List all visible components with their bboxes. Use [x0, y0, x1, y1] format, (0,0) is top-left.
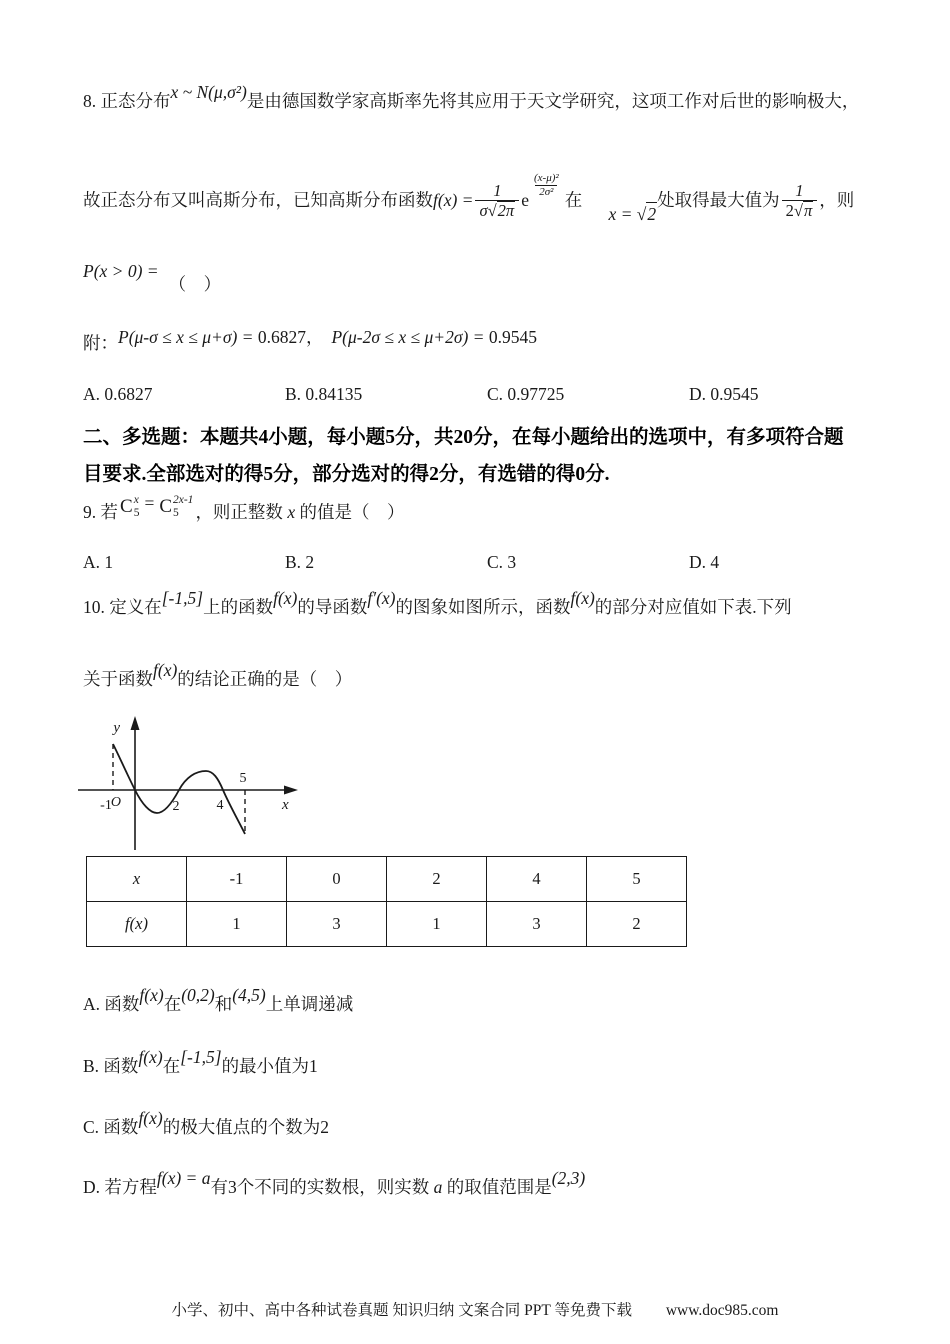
q8-option-c: C. 0.97725: [487, 384, 565, 404]
optA-p3: 和: [214, 994, 233, 1015]
table-header-x: x: [87, 857, 187, 902]
q9-option-a: A. 1: [83, 552, 114, 572]
q10-p5: 的部分对应值如下表.下列: [594, 597, 792, 618]
zai-text: 在: [564, 190, 583, 211]
section2-heading: [83, 419, 903, 493]
optA-p4: 上单调递减: [265, 994, 354, 1015]
optD-p2: 有3个不同的实数根，则实数: [210, 1177, 434, 1198]
q10-l2-p1: 关于函数: [83, 669, 153, 690]
footer-text: 小学、初中、高中各种试卷真题 知识归纳 文案合同 PPT 等免费下载: [171, 1302, 632, 1319]
q9-prefix: 9. 若: [83, 502, 118, 523]
q10-line2: [83, 658, 352, 702]
optB-p1: B. 函数: [83, 1056, 139, 1077]
q10-p4: 的图象如图所示，函数: [395, 597, 571, 618]
optA-fx: f(x): [139, 985, 164, 1006]
q10-value-table: [86, 856, 687, 947]
optD-p1: D. 若方程: [83, 1177, 157, 1198]
tick-minus1: -1: [100, 798, 112, 813]
q10-option-b: [83, 1045, 318, 1089]
table-row-x: [87, 857, 687, 902]
q9-variable-x: x: [287, 502, 296, 523]
optC-p2: 的极大值点的个数为2: [162, 1117, 329, 1138]
optD-interval: (2,3): [551, 1168, 586, 1189]
q10-p2: 上的函数: [203, 597, 274, 618]
optA-p2: 在: [163, 994, 182, 1015]
q8-normal-distribution-formula: x ~ N(μ,σ²): [170, 82, 247, 102]
table-cell: 1: [387, 902, 487, 947]
table-cell: 0: [287, 857, 387, 902]
q9-option-c: C. 3: [487, 552, 517, 572]
max-value-fraction: 1 2 √ π: [782, 182, 818, 221]
q10-line1: [83, 586, 792, 630]
fx-equals: f(x) =: [433, 190, 474, 211]
combination-1: C x 5: [120, 493, 140, 519]
optD-fx-eq-a: f(x) = a: [156, 1168, 211, 1189]
sqrt-pi: √ π: [794, 201, 813, 220]
table-cell: 5: [587, 857, 687, 902]
q8-line1-text: 是由德国数学家高斯率先将其应用于天文学研究，这项工作对后世的影响极大，: [246, 91, 860, 111]
exponent-fraction: $\frac{\text{(x-μ)²}}{\text{2σ²}}$: [533, 172, 559, 198]
e-base: e: [521, 190, 529, 211]
table-row-fx: [87, 902, 687, 947]
equals-sign: =: [144, 493, 155, 514]
sqrt-2pi: √ 2π: [488, 201, 516, 220]
q8-option-b: B. 0.84135: [285, 384, 363, 404]
x-equals-sqrt2: x = √ 2: [582, 178, 657, 250]
optA-interval2: (4,5): [232, 985, 266, 1006]
q8-line2: [83, 160, 854, 242]
q10-domain-interval: [-1,5]: [161, 588, 204, 609]
q9-suffix-2: 的值是（ ）: [295, 502, 405, 523]
tick-5: 5: [239, 771, 247, 786]
optC-p1: C. 函数: [83, 1117, 139, 1138]
y-axis-arrow-icon: [131, 716, 140, 730]
sigma2-formula: P(μ-2σ ≤ x ≤ μ+2σ) =: [331, 327, 489, 348]
optB-interval: [-1,5]: [180, 1047, 222, 1068]
q8-question-expression: [83, 260, 222, 294]
optD-p3: 的取值范围是: [442, 1177, 552, 1198]
q10-fx-2: f(x): [570, 588, 595, 609]
q8-options-row: [83, 384, 891, 405]
f-prime-curve: [110, 744, 245, 834]
optB-fx: f(x): [138, 1047, 163, 1068]
q8-line2-tail: ，则: [819, 190, 855, 211]
table-cell: -1: [187, 857, 287, 902]
table-cell: 4: [487, 857, 587, 902]
section2-heading-line2: 目要求.全部选对的得5分，部分选对的得2分，有选错的得0分.: [83, 464, 610, 485]
optB-p3: 的最小值为1: [221, 1056, 318, 1077]
footer-site-url: www.doc985.com: [665, 1302, 779, 1319]
sigma1-value: 0.6827，: [257, 327, 324, 348]
section2-heading-line1: 二、多选题：本题共4小题，每小题5分，共20分，在每小题给出的选项中，有多项符合题: [83, 427, 844, 448]
table-cell: 1: [187, 902, 287, 947]
y-axis-label: y: [113, 720, 120, 736]
x-axis-label: x: [282, 797, 289, 813]
q8-line2-text: 故正态分布又叫高斯分布，已知高斯分布函数: [83, 190, 433, 211]
q10-l2-p2: 的结论正确的是（ ）: [177, 669, 353, 690]
optC-fx: f(x): [138, 1108, 163, 1129]
q10-p1: 10. 定义在: [83, 597, 162, 618]
optB-p2: 在: [162, 1056, 181, 1077]
q10-fx-1: f(x): [273, 588, 298, 609]
derivative-graph: [70, 710, 310, 855]
q9-options-row: [83, 552, 891, 573]
x-axis-arrow-icon: [284, 786, 298, 795]
q8-number-text: 8. 正态分布: [83, 91, 171, 111]
optA-p1: A. 函数: [83, 994, 140, 1015]
q10-option-d: [83, 1166, 585, 1210]
table-header-fx: f(x): [87, 902, 187, 947]
q8-option-d: D. 0.9545: [689, 384, 759, 404]
q8-option-a: A. 0.6827: [83, 384, 153, 404]
q8-appendix-line: [83, 318, 537, 358]
q10-l2-fx: f(x): [153, 660, 178, 681]
q9-option-b: B. 2: [285, 552, 315, 572]
sigma2-value: 0.9545: [488, 327, 537, 348]
appendix-label: 附：: [83, 333, 118, 354]
sigma1-formula: P(μ-σ ≤ x ≤ μ+σ) =: [118, 327, 258, 348]
q9-option-d: D. 4: [689, 552, 720, 572]
q10-option-a: [83, 983, 353, 1027]
q9-line: [83, 490, 404, 536]
page-footer: [0, 1298, 950, 1320]
q10-p3: 的导函数: [297, 597, 368, 618]
origin-label: O: [110, 795, 121, 810]
table-cell: 2: [387, 857, 487, 902]
optD-variable-a: a: [433, 1177, 443, 1198]
tick-2: 2: [172, 799, 180, 814]
q8-mid-text: 处取得最大值为: [657, 190, 780, 211]
table-cell: 3: [287, 902, 387, 947]
combination-2: C 2x-1 5: [159, 493, 194, 519]
sqrt-2: √ 2: [637, 202, 657, 227]
answer-parentheses: （ ）: [168, 274, 222, 294]
p-x-gt-0: P(x > 0) =: [83, 261, 159, 281]
table-cell: 2: [587, 902, 687, 947]
q10-f-prime-x: f′(x): [367, 588, 396, 609]
q10-option-c: [83, 1106, 329, 1150]
gaussian-coefficient-fraction: 1 σ √ 2π: [475, 182, 519, 221]
tick-4: 4: [216, 798, 224, 813]
optA-interval1: (0,2): [181, 985, 215, 1006]
q9-suffix-1: ，则正整数: [195, 502, 288, 523]
table-cell: 3: [487, 902, 587, 947]
q8-line1: [83, 82, 860, 114]
